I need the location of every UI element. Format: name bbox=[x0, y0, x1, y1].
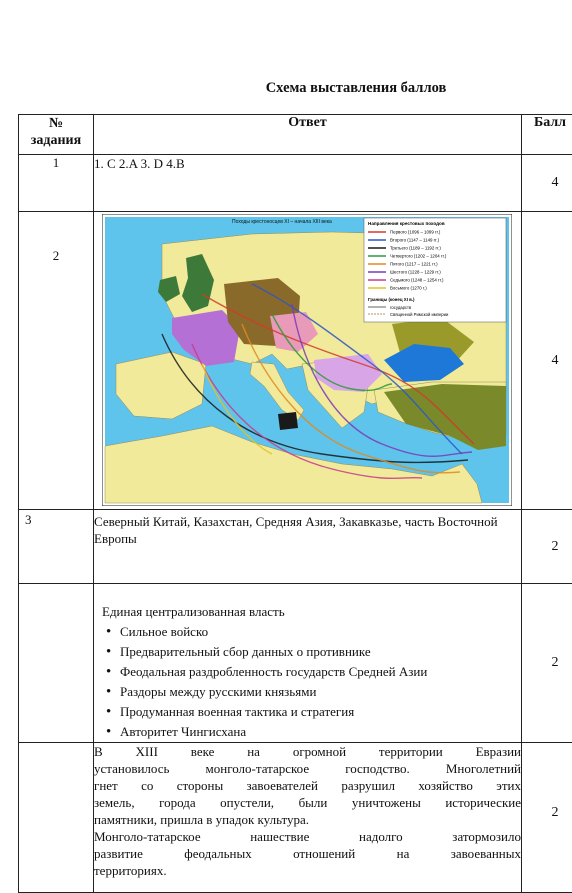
answer-line: памятники, пришла в упадок культура. bbox=[94, 811, 521, 828]
table-row bbox=[19, 584, 572, 743]
legend-label: Четвертого (1202 – 1204 гг.) bbox=[390, 254, 447, 259]
answer-line: развитие феодальных отношений на завоеванных bbox=[94, 845, 521, 862]
legend-label: Шестого (1228 – 1229 гг.) bbox=[390, 270, 441, 275]
scoring-table bbox=[18, 114, 572, 893]
list-item: • Авторитет Чингисхана bbox=[122, 722, 515, 742]
legend-border-hre: Священной Римской империи bbox=[390, 312, 449, 317]
table-row bbox=[19, 155, 572, 212]
answer-line: территориях. bbox=[94, 862, 521, 879]
answer-line: земель, города опустели, были уничтожены исторические bbox=[94, 794, 521, 811]
table-header-row bbox=[19, 115, 572, 155]
answer-cell: 1. C 2.A 3. D 4.B bbox=[94, 155, 522, 212]
answer-cell-map bbox=[94, 212, 522, 510]
answer-line: гнет со стороны завоевателей разрушил хозяйство этих bbox=[94, 777, 521, 794]
answer-cell: Северный Китай, Казахстан, Средняя Азия, Закавказье, часть Восточной Европы bbox=[94, 510, 522, 584]
list-item: • Раздоры между русскими князьями bbox=[122, 682, 515, 702]
list-item: • Предварительный сбор данных о противнике bbox=[122, 642, 515, 662]
answer-list bbox=[102, 622, 515, 742]
score-cell: 4 bbox=[522, 212, 572, 510]
legend-label: Седьмого (1248 – 1254 гг.) bbox=[390, 278, 444, 283]
table-row bbox=[19, 743, 572, 893]
page-title: Схема выставления баллов bbox=[0, 80, 572, 97]
borders-title: Границы (конец XI в.) bbox=[368, 297, 415, 302]
answer-cell bbox=[94, 743, 522, 893]
task-number: 1 bbox=[19, 155, 94, 212]
score-cell: 4 bbox=[522, 155, 572, 212]
list-item: • Феодальная раздробленность государств Средней Азии bbox=[122, 662, 515, 682]
map-legend bbox=[364, 218, 506, 322]
score-cell: 2 bbox=[522, 743, 572, 893]
header-score: Балл bbox=[522, 115, 572, 155]
legend-label: Пятого (1217 – 1221 гг.) bbox=[390, 262, 438, 267]
legend-label: Первого (1096 – 1099 гг.) bbox=[390, 230, 441, 235]
sicily-region bbox=[278, 412, 298, 430]
answer-line: установилось монголо-татарское господство. Многолетний bbox=[94, 760, 521, 777]
legend-label: Восьмого (1270 г.) bbox=[390, 286, 427, 291]
answer-intro: Единая централизованная власть bbox=[102, 602, 515, 622]
legend-label: Второго (1147 – 1149 гг.) bbox=[390, 238, 440, 243]
list-item: • Продуманная военная тактика и стратегия bbox=[122, 702, 515, 722]
answer-line: В XIII веке на огромной территории Евразии bbox=[94, 743, 521, 760]
header-answer: Ответ bbox=[94, 115, 522, 155]
answer-cell bbox=[94, 584, 522, 743]
task-number bbox=[19, 743, 94, 893]
header-number: № задания bbox=[19, 115, 94, 155]
score-cell: 2 bbox=[522, 584, 572, 743]
task-number: 2 bbox=[19, 212, 94, 510]
table-row bbox=[19, 510, 572, 584]
task-number: 3 bbox=[19, 510, 94, 584]
crusades-map bbox=[102, 214, 512, 506]
legend-title: Направления крестовых походов bbox=[368, 221, 445, 226]
task-number bbox=[19, 584, 94, 743]
map-caption: Походы крестоносцев XI – начала XIII века bbox=[232, 219, 332, 225]
legend-label: Третьего (1189 – 1192 гг.) bbox=[390, 246, 441, 251]
list-item: • Сильное войско bbox=[122, 622, 515, 642]
answer-line: Монголо-татарское нашествие надолго затормозило bbox=[94, 828, 521, 845]
table-row bbox=[19, 212, 572, 510]
legend-border-state: государств bbox=[390, 305, 412, 310]
score-cell: 2 bbox=[522, 510, 572, 584]
iberia-land bbox=[116, 352, 206, 419]
